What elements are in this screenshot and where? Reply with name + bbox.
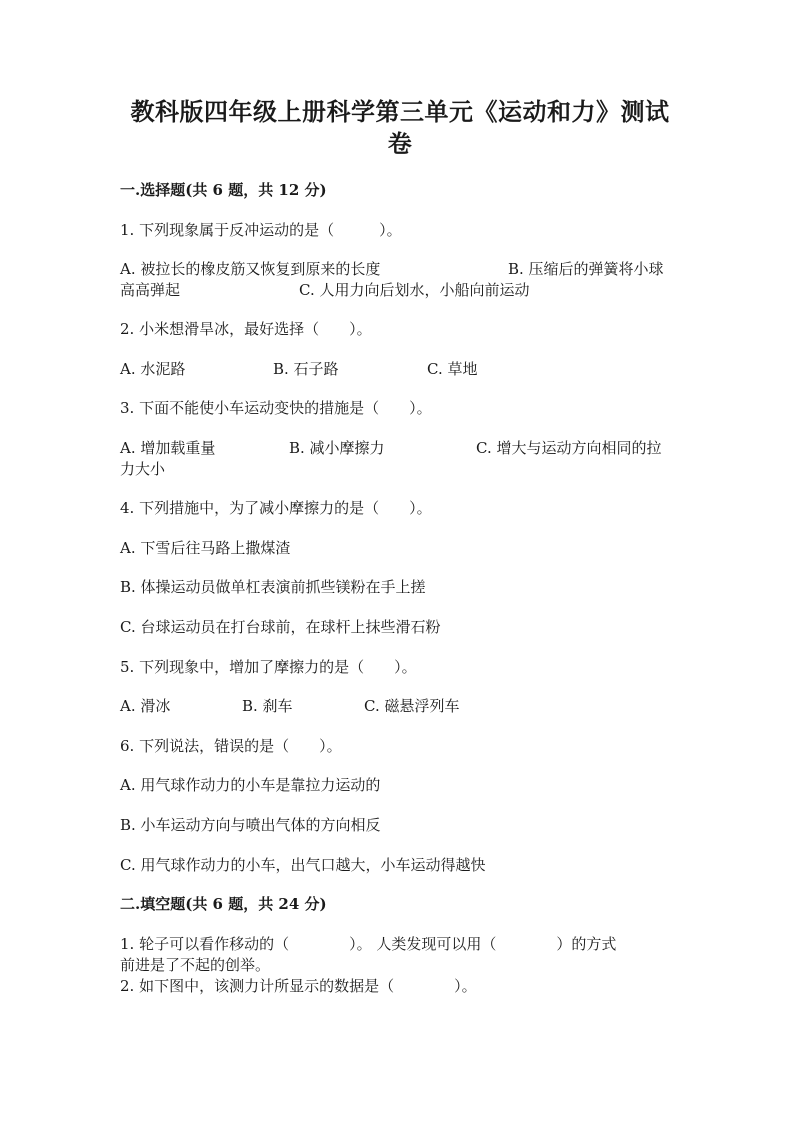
section-heading-fill-blank: 二.填空题(共 6 题，共 24 分) <box>120 895 327 913</box>
question-4-stem: 4. 下列措施中，为了减小摩擦力的是（ ）。 <box>120 499 432 517</box>
question-6-option-a: A. 用气球作动力的小车是靠拉力运动的 <box>120 776 381 794</box>
section-heading-choice: 一.选择题(共 6 题，共 12 分) <box>120 181 327 199</box>
question-6-option-b: B. 小车运动方向与喷出气体的方向相反 <box>120 816 381 834</box>
question-5-stem: 5. 下列现象中，增加了摩擦力的是（ ）。 <box>120 658 417 676</box>
question-3-option-c-cont: 力大小 <box>120 460 166 478</box>
question-2-option-c: C. 草地 <box>427 360 478 378</box>
question-6-option-c: C. 用气球作动力的小车，出气口越大，小车运动得越快 <box>120 856 486 874</box>
question-3-option-c: C. 增大与运动方向相同的拉 <box>476 439 662 457</box>
question-2-option-b: B. 石子路 <box>273 360 339 378</box>
question-4-option-b: B. 体操运动员做单杠表演前抓些镁粉在手上搓 <box>120 578 426 596</box>
question-6-stem: 6. 下列说法，错误的是（ ）。 <box>120 737 342 755</box>
title-line-1: 教科版四年级上册科学第三单元《运动和力》测试 <box>130 97 670 126</box>
document-title <box>100 96 700 160</box>
question-2-option-a: A. 水泥路 <box>120 360 186 378</box>
title-line-2: 卷 <box>387 129 413 158</box>
question-1-stem: 1. 下列现象属于反冲运动的是（ ）。 <box>120 221 402 239</box>
question-3-stem: 3. 下面不能使小车运动变快的措施是（ ）。 <box>120 399 432 417</box>
question-1-option-b-cont: 高高弹起 <box>120 281 181 299</box>
fill-question-2: 2. 如下图中，该测力计所显示的数据是（ ）。 <box>120 977 477 995</box>
fill-question-1: 1. 轮子可以看作移动的（ ）。 人类发现可以用（ ）的方式 <box>120 935 617 953</box>
question-4-option-a: A. 下雪后往马路上撒煤渣 <box>120 539 291 557</box>
fill-question-1-cont: 前进是了不起的创举。 <box>120 956 271 974</box>
question-1-option-b: B. 压缩后的弹簧将小球 <box>508 260 664 278</box>
question-1-option-c: C. 人用力向后划水，小船向前运动 <box>299 281 530 299</box>
question-4-option-c: C. 台球运动员在打台球前，在球杆上抹些滑石粉 <box>120 618 441 636</box>
question-5-option-c: C. 磁悬浮列车 <box>364 697 460 715</box>
question-5-option-a: A. 滑冰 <box>120 697 171 715</box>
question-3-option-b: B. 减小摩擦力 <box>289 439 385 457</box>
question-5-option-b: B. 刹车 <box>242 697 293 715</box>
question-3-option-a: A. 增加载重量 <box>120 439 216 457</box>
question-1-option-a: A. 被拉长的橡皮筋又恢复到原来的长度 <box>120 260 381 278</box>
question-2-stem: 2. 小米想滑旱冰，最好选择（ ）。 <box>120 320 372 338</box>
